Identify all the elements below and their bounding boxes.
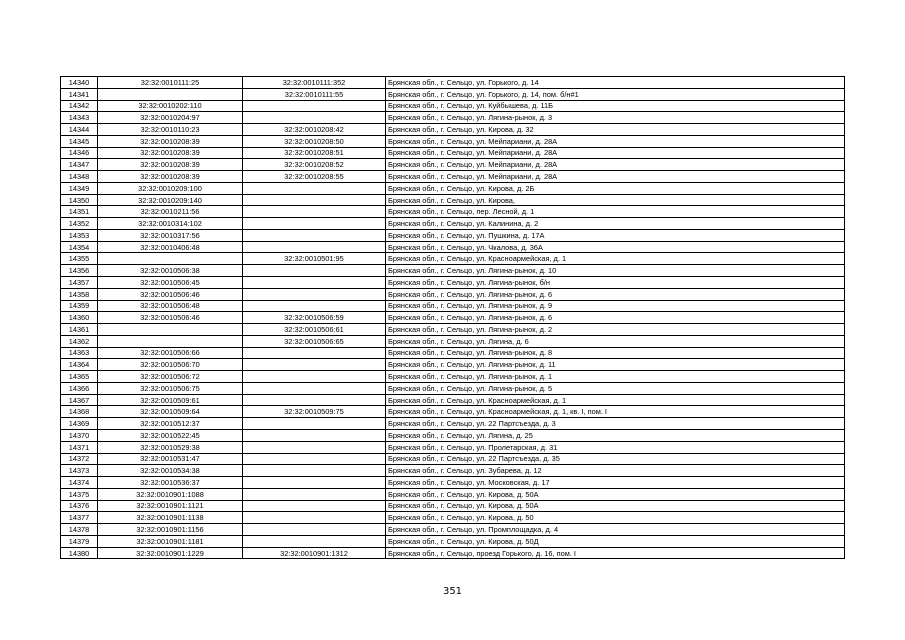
related-cadastral-number-cell xyxy=(243,241,386,253)
related-cadastral-number-cell: 32:32:0010901:1312 xyxy=(243,547,386,559)
table-row xyxy=(61,465,845,477)
cadastral-number-cell: 32:32:0010506:38 xyxy=(98,265,243,277)
cadastral-number-cell: 32:32:0010506:70 xyxy=(98,359,243,371)
address-cell: Брянская обл., г. Сельцо, ул. Лягина-рынок, б/н xyxy=(386,277,845,289)
table-row xyxy=(61,347,845,359)
table-row xyxy=(61,394,845,406)
record-number-cell: 14341 xyxy=(61,88,98,100)
address-cell: Брянская обл., г. Сельцо, ул. Лягина-рынок, д. 9 xyxy=(386,300,845,312)
related-cadastral-number-cell xyxy=(243,394,386,406)
table-row xyxy=(61,535,845,547)
related-cadastral-number-cell xyxy=(243,112,386,124)
record-number-cell: 14352 xyxy=(61,218,98,230)
cadastral-number-cell: 32:32:0010506:72 xyxy=(98,371,243,383)
record-number-cell: 14346 xyxy=(61,147,98,159)
address-cell: Брянская обл., г. Сельцо, ул. Лягина-рынок, д. 1 xyxy=(386,371,845,383)
table-row xyxy=(61,524,845,536)
table-row xyxy=(61,206,845,218)
related-cadastral-number-cell xyxy=(243,265,386,277)
table-row xyxy=(61,300,845,312)
address-cell: Брянская обл., г. Сельцо, ул. Калинина, д. 2 xyxy=(386,218,845,230)
record-number-cell: 14359 xyxy=(61,300,98,312)
address-cell: Брянская обл., г. Сельцо, ул. Пролетарская, д. 31 xyxy=(386,441,845,453)
record-number-cell: 14348 xyxy=(61,171,98,183)
related-cadastral-number-cell: 32:32:0010111:352 xyxy=(243,77,386,89)
address-cell: Брянская обл., г. Сельцо, ул. Мейпариани, д. 28А xyxy=(386,171,845,183)
table-row xyxy=(61,229,845,241)
cadastral-number-cell xyxy=(98,335,243,347)
related-cadastral-number-cell xyxy=(243,429,386,441)
cadastral-number-cell: 32:32:0010506:46 xyxy=(98,312,243,324)
cadastral-number-cell: 32:32:0010901:1088 xyxy=(98,488,243,500)
table-row xyxy=(61,288,845,300)
address-cell: Брянская обл., г. Сельцо, ул. Мейпариани, д. 28А xyxy=(386,147,845,159)
table-row xyxy=(61,159,845,171)
address-cell: Брянская обл., г. Сельцо, ул. Куйбышева, д. 11Б xyxy=(386,100,845,112)
address-cell: Брянская обл., г. Сельцо, ул. Красноармейская, д. 1 xyxy=(386,253,845,265)
table-row xyxy=(61,512,845,524)
cadastral-number-cell: 32:32:0010522:45 xyxy=(98,429,243,441)
related-cadastral-number-cell xyxy=(243,300,386,312)
related-cadastral-number-cell: 32:32:0010208:42 xyxy=(243,124,386,136)
address-cell: Брянская обл., г. Сельцо, ул. Лягина-рынок, д. 11 xyxy=(386,359,845,371)
record-number-cell: 14364 xyxy=(61,359,98,371)
cadastral-number-cell: 32:32:0010506:66 xyxy=(98,347,243,359)
cadastral-number-cell: 32:32:0010208:39 xyxy=(98,171,243,183)
record-number-cell: 14356 xyxy=(61,265,98,277)
address-cell: Брянская обл., г. Сельцо, ул. Лягина-рынок, д. 8 xyxy=(386,347,845,359)
related-cadastral-number-cell xyxy=(243,441,386,453)
table-row xyxy=(61,477,845,489)
record-number-cell: 14343 xyxy=(61,112,98,124)
record-number-cell: 14363 xyxy=(61,347,98,359)
record-number-cell: 14374 xyxy=(61,477,98,489)
related-cadastral-number-cell: 32:32:0010208:50 xyxy=(243,135,386,147)
related-cadastral-number-cell xyxy=(243,418,386,430)
address-cell: Брянская обл., г. Сельцо, пер. Лесной, д. 1 xyxy=(386,206,845,218)
table-row xyxy=(61,88,845,100)
related-cadastral-number-cell xyxy=(243,229,386,241)
cadastral-number-cell: 32:32:0010209:100 xyxy=(98,182,243,194)
record-number-cell: 14360 xyxy=(61,312,98,324)
cadastral-number-cell: 32:32:0010901:1181 xyxy=(98,535,243,547)
table-row xyxy=(61,147,845,159)
related-cadastral-number-cell: 32:32:0010506:61 xyxy=(243,324,386,336)
related-cadastral-number-cell xyxy=(243,206,386,218)
table-row xyxy=(61,335,845,347)
cadastral-number-cell: 32:32:0010208:39 xyxy=(98,135,243,147)
record-number-cell: 14367 xyxy=(61,394,98,406)
related-cadastral-number-cell xyxy=(243,465,386,477)
cadastral-number-cell: 32:32:0010211:56 xyxy=(98,206,243,218)
address-cell: Брянская обл., г. Сельцо, ул. 22 Партсъезда, д. 3 xyxy=(386,418,845,430)
related-cadastral-number-cell: 32:32:0010208:52 xyxy=(243,159,386,171)
address-cell: Брянская обл., г. Сельцо, ул. Кирова, д. 50А xyxy=(386,500,845,512)
record-number-cell: 14379 xyxy=(61,535,98,547)
record-number-cell: 14347 xyxy=(61,159,98,171)
related-cadastral-number-cell: 32:32:0010208:51 xyxy=(243,147,386,159)
address-cell: Брянская обл., г. Сельцо, ул. Пушкина, д. 17А xyxy=(386,229,845,241)
cadastral-number-cell xyxy=(98,324,243,336)
address-cell: Брянская обл., г. Сельцо, ул. Промплощадка, д. 4 xyxy=(386,524,845,536)
record-number-cell: 14369 xyxy=(61,418,98,430)
record-number-cell: 14371 xyxy=(61,441,98,453)
address-cell: Брянская обл., г. Сельцо, ул. Лягина, д. 6 xyxy=(386,335,845,347)
cadastral-number-cell: 32:32:0010208:39 xyxy=(98,159,243,171)
cadastral-number-cell xyxy=(98,253,243,265)
record-number-cell: 14350 xyxy=(61,194,98,206)
address-cell: Брянская обл., г. Сельцо, ул. Мейпариани, д. 28А xyxy=(386,135,845,147)
table-row xyxy=(61,382,845,394)
table-row xyxy=(61,406,845,418)
related-cadastral-number-cell xyxy=(243,453,386,465)
page-number: 351 xyxy=(442,586,463,597)
table-row xyxy=(61,453,845,465)
record-number-cell: 14349 xyxy=(61,182,98,194)
cadastral-number-cell: 32:32:0010209:140 xyxy=(98,194,243,206)
table-row xyxy=(61,265,845,277)
record-number-cell: 14345 xyxy=(61,135,98,147)
address-cell: Брянская обл., г. Сельцо, ул. Лягина-рынок, д. 10 xyxy=(386,265,845,277)
record-number-cell: 14357 xyxy=(61,277,98,289)
cadastral-number-cell: 32:32:0010202:110 xyxy=(98,100,243,112)
record-number-cell: 14380 xyxy=(61,547,98,559)
related-cadastral-number-cell: 32:32:0010506:59 xyxy=(243,312,386,324)
records-table xyxy=(60,76,845,559)
address-cell: Брянская обл., г. Сельцо, ул. Лягина-рынок, д. 5 xyxy=(386,382,845,394)
record-number-cell: 14372 xyxy=(61,453,98,465)
cadastral-number-cell: 32:32:0010110:23 xyxy=(98,124,243,136)
address-cell: Брянская обл., г. Сельцо, ул. Московская, д. 17 xyxy=(386,477,845,489)
related-cadastral-number-cell: 32:32:0010501:95 xyxy=(243,253,386,265)
record-number-cell: 14373 xyxy=(61,465,98,477)
cadastral-number-cell: 32:32:0010901:1138 xyxy=(98,512,243,524)
related-cadastral-number-cell: 32:32:0010506:65 xyxy=(243,335,386,347)
related-cadastral-number-cell: 32:32:0010509:75 xyxy=(243,406,386,418)
cadastral-number-cell: 32:32:0010509:61 xyxy=(98,394,243,406)
address-cell: Брянская обл., г. Сельцо, ул. Лягина-рынок, д. 2 xyxy=(386,324,845,336)
related-cadastral-number-cell xyxy=(243,182,386,194)
related-cadastral-number-cell xyxy=(243,218,386,230)
table-row xyxy=(61,171,845,183)
address-cell: Брянская обл., г. Сельцо, ул. Лягина-рынок, д. 6 xyxy=(386,288,845,300)
table-row xyxy=(61,441,845,453)
cadastral-number-cell: 32:32:0010509:64 xyxy=(98,406,243,418)
table-row xyxy=(61,312,845,324)
record-number-cell: 14342 xyxy=(61,100,98,112)
address-cell: Брянская обл., г. Сельцо, ул. Красноармейская, д. 1, кв. I, пом. I xyxy=(386,406,845,418)
related-cadastral-number-cell xyxy=(243,347,386,359)
record-number-cell: 14365 xyxy=(61,371,98,383)
record-number-cell: 14351 xyxy=(61,206,98,218)
table-row xyxy=(61,241,845,253)
table-row xyxy=(61,77,845,89)
table-row xyxy=(61,112,845,124)
address-cell: Брянская обл., г. Сельцо, ул. Кирова, xyxy=(386,194,845,206)
table-row xyxy=(61,182,845,194)
table-row xyxy=(61,253,845,265)
record-number-cell: 14362 xyxy=(61,335,98,347)
cadastral-number-cell: 32:32:0010111:25 xyxy=(98,77,243,89)
address-cell: Брянская обл., г. Сельцо, проезд Горького, д. 16, пом. I xyxy=(386,547,845,559)
address-cell: Брянская обл., г. Сельцо, ул. Лягина-рынок, д. 6 xyxy=(386,312,845,324)
address-cell: Брянская обл., г. Сельцо, ул. Кирова, д. 50А xyxy=(386,488,845,500)
record-number-cell: 14376 xyxy=(61,500,98,512)
record-number-cell: 14368 xyxy=(61,406,98,418)
address-cell: Брянская обл., г. Сельцо, ул. Кирова, д. 32 xyxy=(386,124,845,136)
address-cell: Брянская обл., г. Сельцо, ул. Горького, д. 14, пом. б/н#1 xyxy=(386,88,845,100)
table-row xyxy=(61,418,845,430)
table-row xyxy=(61,218,845,230)
table-row xyxy=(61,371,845,383)
record-number-cell: 14377 xyxy=(61,512,98,524)
record-number-cell: 14344 xyxy=(61,124,98,136)
record-number-cell: 14355 xyxy=(61,253,98,265)
related-cadastral-number-cell xyxy=(243,288,386,300)
record-number-cell: 14370 xyxy=(61,429,98,441)
record-number-cell: 14358 xyxy=(61,288,98,300)
related-cadastral-number-cell xyxy=(243,477,386,489)
records-table-body xyxy=(61,77,845,559)
related-cadastral-number-cell xyxy=(243,535,386,547)
address-cell: Брянская обл., г. Сельцо, ул. Кирова, д. 2Б xyxy=(386,182,845,194)
related-cadastral-number-cell xyxy=(243,382,386,394)
address-cell: Брянская обл., г. Сельцо, ул. Чкалова, д. 36А xyxy=(386,241,845,253)
cadastral-number-cell: 32:32:0010506:48 xyxy=(98,300,243,312)
address-cell: Брянская обл., г. Сельцо, ул. 22 Партсъезда, д. 35 xyxy=(386,453,845,465)
address-cell: Брянская обл., г. Сельцо, ул. Красноармейская, д. 1 xyxy=(386,394,845,406)
cadastral-number-cell: 32:32:0010901:1156 xyxy=(98,524,243,536)
table-row xyxy=(61,277,845,289)
record-number-cell: 14354 xyxy=(61,241,98,253)
cadastral-number-cell: 32:32:0010506:45 xyxy=(98,277,243,289)
related-cadastral-number-cell xyxy=(243,512,386,524)
cadastral-number-cell: 32:32:0010208:39 xyxy=(98,147,243,159)
address-cell: Брянская обл., г. Сельцо, ул. Кирова, д. 50 xyxy=(386,512,845,524)
table-row xyxy=(61,547,845,559)
address-cell: Брянская обл., г. Сельцо, ул. Зубарева, д. 12 xyxy=(386,465,845,477)
address-cell: Брянская обл., г. Сельцо, ул. Горького, д. 14 xyxy=(386,77,845,89)
cadastral-number-cell: 32:32:0010901:1121 xyxy=(98,500,243,512)
cadastral-number-cell: 32:32:0010204:97 xyxy=(98,112,243,124)
address-cell: Брянская обл., г. Сельцо, ул. Мейпариани, д. 28А xyxy=(386,159,845,171)
table-row xyxy=(61,500,845,512)
record-number-cell: 14375 xyxy=(61,488,98,500)
related-cadastral-number-cell xyxy=(243,371,386,383)
cadastral-number-cell: 32:32:0010406:48 xyxy=(98,241,243,253)
table-row xyxy=(61,359,845,371)
table-row xyxy=(61,324,845,336)
related-cadastral-number-cell xyxy=(243,500,386,512)
related-cadastral-number-cell: 32:32:0010111:55 xyxy=(243,88,386,100)
record-number-cell: 14361 xyxy=(61,324,98,336)
related-cadastral-number-cell xyxy=(243,488,386,500)
related-cadastral-number-cell: 32:32:0010208:55 xyxy=(243,171,386,183)
address-cell: Брянская обл., г. Сельцо, ул. Кирова, д. 50Д xyxy=(386,535,845,547)
cadastral-number-cell: 32:32:0010317:56 xyxy=(98,229,243,241)
table-row xyxy=(61,135,845,147)
address-cell: Брянская обл., г. Сельцо, ул. Лягина-рынок, д. 3 xyxy=(386,112,845,124)
related-cadastral-number-cell xyxy=(243,359,386,371)
table-row xyxy=(61,429,845,441)
table-row xyxy=(61,488,845,500)
record-number-cell: 14366 xyxy=(61,382,98,394)
cadastral-number-cell: 32:32:0010529:38 xyxy=(98,441,243,453)
cadastral-number-cell: 32:32:0010506:46 xyxy=(98,288,243,300)
address-cell: Брянская обл., г. Сельцо, ул. Лягина, д. 25 xyxy=(386,429,845,441)
cadastral-number-cell: 32:32:0010534:38 xyxy=(98,465,243,477)
related-cadastral-number-cell xyxy=(243,194,386,206)
cadastral-number-cell xyxy=(98,88,243,100)
cadastral-number-cell: 32:32:0010506:75 xyxy=(98,382,243,394)
cadastral-number-cell: 32:32:0010314:102 xyxy=(98,218,243,230)
table-row xyxy=(61,124,845,136)
table-row xyxy=(61,194,845,206)
cadastral-number-cell: 32:32:0010512:37 xyxy=(98,418,243,430)
record-number-cell: 14353 xyxy=(61,229,98,241)
cadastral-number-cell: 32:32:0010531:47 xyxy=(98,453,243,465)
record-number-cell: 14340 xyxy=(61,77,98,89)
related-cadastral-number-cell xyxy=(243,524,386,536)
table-row xyxy=(61,100,845,112)
related-cadastral-number-cell xyxy=(243,100,386,112)
related-cadastral-number-cell xyxy=(243,277,386,289)
record-number-cell: 14378 xyxy=(61,524,98,536)
cadastral-number-cell: 32:32:0010901:1229 xyxy=(98,547,243,559)
cadastral-number-cell: 32:32:0010536:37 xyxy=(98,477,243,489)
